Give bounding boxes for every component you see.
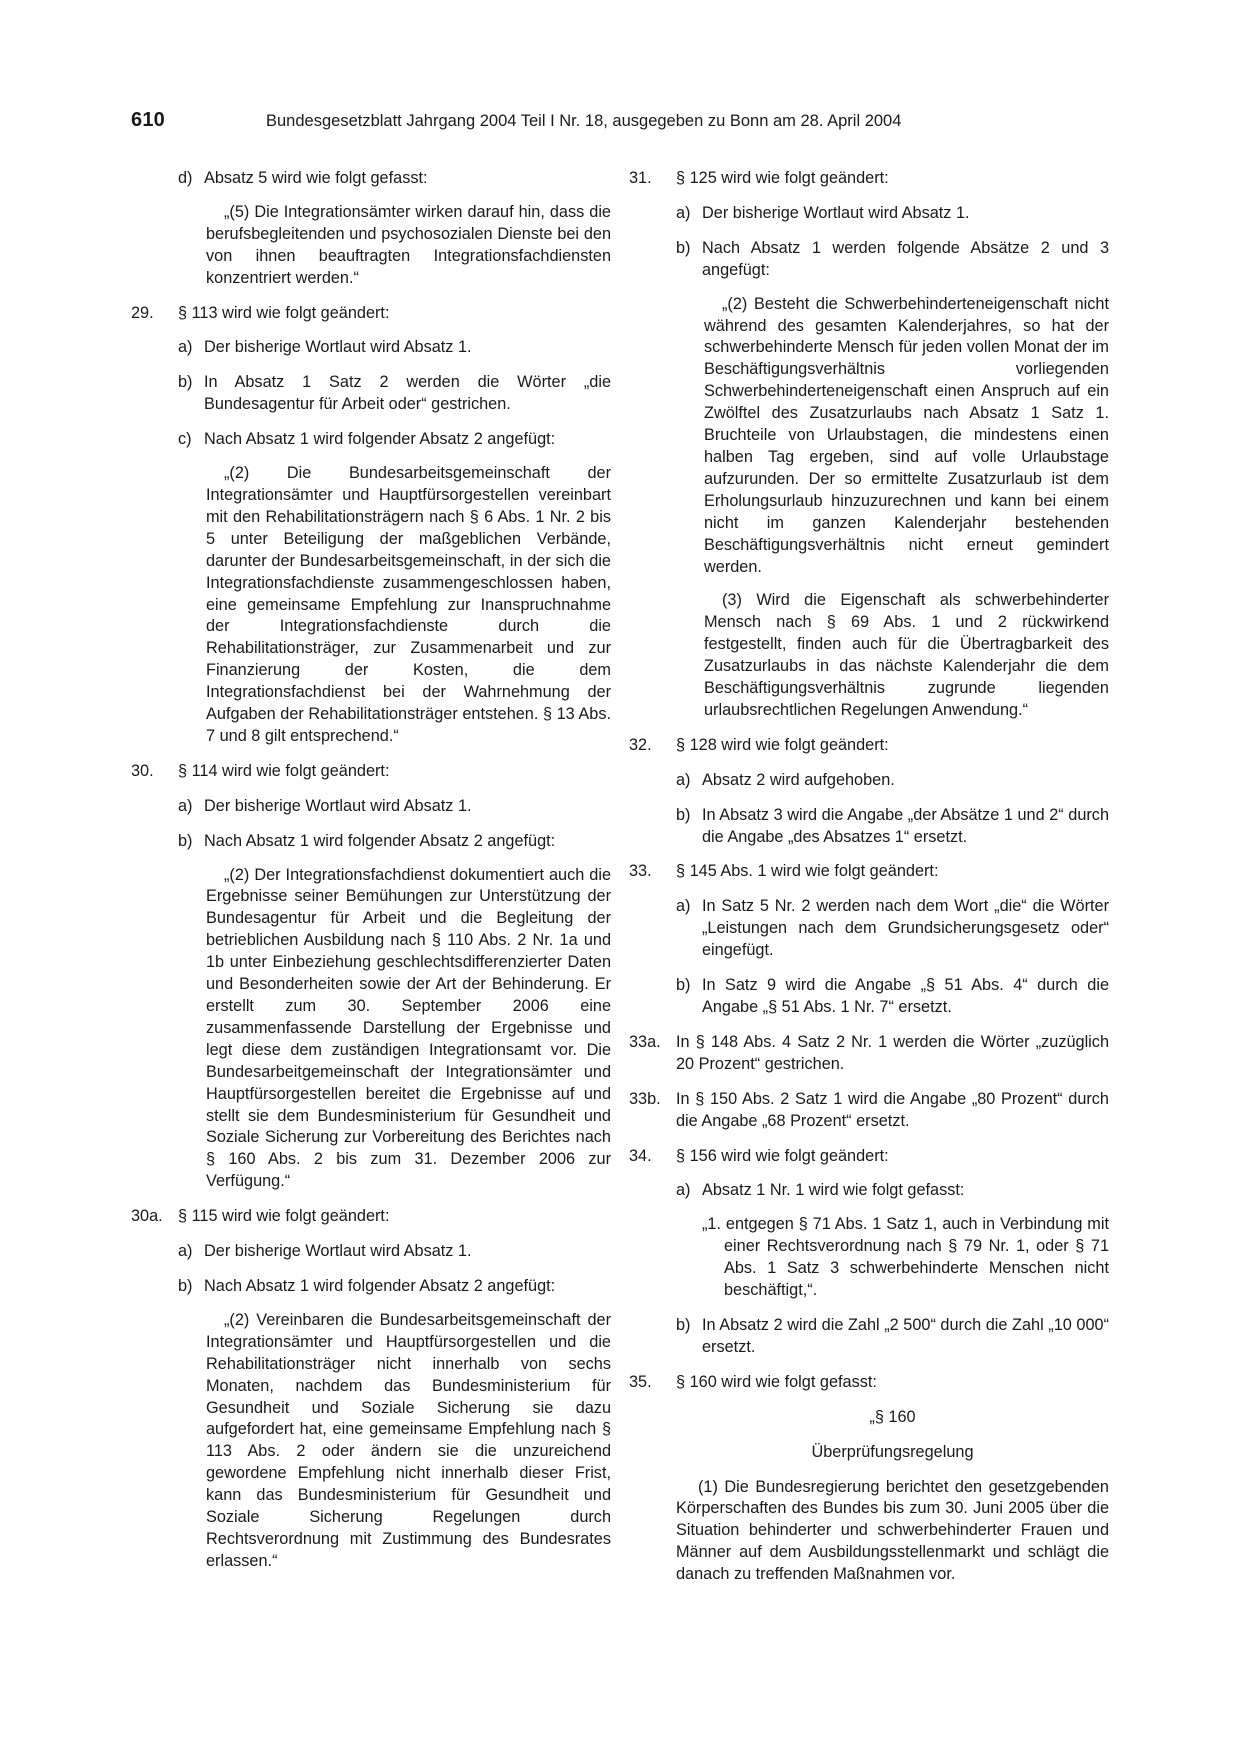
item-number: 34. [629, 1146, 652, 1165]
item-label: c) [178, 430, 192, 449]
item-number: 32. [629, 735, 652, 754]
section-title: Überprüfungsregelung [811, 1442, 974, 1461]
item-text: In Absatz 2 wird die Zahl „2 500“ durch die Zahl „10 000“ ersetzt. [702, 1315, 1109, 1356]
sub-item-29c [131, 429, 611, 451]
item-number: 30. [131, 761, 154, 780]
sub-item-29b [131, 372, 611, 416]
item-text: § 145 Abs. 1 wird wie folgt geändert: [676, 862, 939, 881]
item-text: In § 148 Abs. 4 Satz 2 Nr. 1 werden die Wörter „zuzüglich 20 Prozent“ gestrichen. [676, 1032, 1109, 1073]
sub-item-31a [629, 203, 1109, 225]
item-label: b) [178, 373, 193, 392]
quoted-paragraph: „(5) Die Integrationsämter wirken darauf hin, dass die berufsbegleitenden und psychosozialen Dienste bei den von ihnen beauftragten Integrationsfachdiensten konzentriert werden.“ [206, 202, 611, 287]
sub-item-32b [629, 805, 1109, 849]
page-number: 610 [131, 109, 165, 131]
sub-item-30a-b [131, 1276, 611, 1298]
list-item-33 [629, 861, 1109, 883]
item-text: Der bisherige Wortlaut wird Absatz 1. [702, 203, 970, 222]
sub-item-33b [629, 975, 1109, 1019]
item-number: 31. [629, 169, 652, 187]
item-text: Nach Absatz 1 wird folgender Absatz 2 angefügt: [204, 1276, 556, 1295]
section-paragraph: (1) Die Bundesregierung berichtet den gesetzgebenden Körperschaften des Bundes bis zum 30. Juni 2005 über die Situation behinderter und schwerbehinderter Frauen und Männer auf dem Ausbildungsstellenmarkt und schlägt die danach zu treffenden Maßnahmen vor. [676, 1477, 1109, 1584]
section-number: „§ 160 [869, 1407, 916, 1426]
item-text: § 113 wird wie folgt geändert: [178, 303, 390, 322]
item-number: 33a. [629, 1032, 661, 1051]
list-item-30 [131, 761, 611, 783]
list-item-33a [629, 1032, 1109, 1076]
item-text: Absatz 2 wird aufgehoben. [702, 770, 895, 789]
sub-item-30a-a [131, 1241, 611, 1263]
quoted-paragraph: „(2) Besteht die Schwerbehinderteneigenschaft nicht während des gesamten Kalenderjahres, so hat der schwerbehinderte Mensch für jeden vollen Monat der im Beschäftigungsverhältnis vorliegenden Schwerbehinderteneigenschaft einen Anspruch auf ein Zwölftel des Zusatzurlaubs nach Absatz 1 Satz 1. Bruchteile von Urlaubstagen, die mindestens einen halben Tag ergeben, sind auf volle Urlaubstage aufzurunden. Der so ermittelte Zusatzurlaub ist dem Erholungsurlaub hinzuzurechnen und kann bei einem nicht im ganzen Kalenderjahr bestehenden Beschäftigungsverhältnis nicht erneut gemindert werden. [704, 294, 1109, 576]
item-text: In § 150 Abs. 2 Satz 1 wird die Angabe „80 Prozent“ durch die Angabe „68 Prozent“ ersetzt. [676, 1089, 1109, 1130]
item-label: d) [178, 169, 193, 187]
item-label: b) [676, 976, 691, 995]
item-label: a) [178, 1242, 193, 1261]
item-text: § 114 wird wie folgt geändert: [178, 761, 390, 780]
list-item-32 [629, 735, 1109, 757]
item-number: 33b. [629, 1089, 661, 1108]
sub-item-31b [629, 238, 1109, 282]
quoted-paragraph: „(2) Vereinbaren die Bundesarbeitsgemeinschaft der Integrationsämter und Hauptfürsorgestellen und die Rehabilitationsträger nicht innerhalb von sechs Monaten, nachdem das Bundesministerium für Gesundheit und Soziale Sicherung sie dazu aufgefordert hat, eine gemeinsame Empfehlung nach § 113 Abs. 2 oder ändern sie die unzureichend gewordene Empfehlung nicht innerhalb dieser Frist, kann das Bundesministerium für Gesundheit und Soziale Sicherung Regelungen durch Rechtsverordnung mit Zustimmung des Bundesrates erlassen.“ [206, 1310, 611, 1570]
item-text: Nach Absatz 1 wird folgender Absatz 2 angefügt: [204, 430, 556, 449]
item-text: Nach Absatz 1 werden folgende Absätze 2 und 3 angefügt: [702, 238, 1109, 279]
sub-item-34a [629, 1180, 1109, 1202]
item-text: Absatz 5 wird wie folgt gefasst: [204, 169, 428, 187]
list-item-34 [629, 1146, 1109, 1168]
list-item-d [131, 168, 611, 190]
sub-item-33a [629, 896, 1109, 962]
item-label: a) [676, 770, 691, 789]
item-text: § 115 wird wie folgt geändert: [178, 1207, 390, 1226]
item-text: In Satz 5 Nr. 2 werden nach dem Wort „die“ die Wörter „Leistungen nach dem Grundsicherungsgesetz oder“ eingefügt. [702, 897, 1109, 960]
item-label: a) [178, 796, 193, 815]
item-text: Absatz 1 Nr. 1 wird wie folgt gefasst: [702, 1181, 965, 1200]
sub-item-30b [131, 831, 611, 853]
quoted-paragraph: (3) Wird die Eigenschaft als schwerbehinderter Mensch nach § 69 Abs. 1 und 2 rückwirkend festgestellt, finden auch für die Übertragbarkeit des Zusatzurlaubs in das nächste Kalenderjahr die dem Beschäftigungsverhältnis zugrunde liegenden urlaubsrechtlichen Regelungen Anwendung.“ [704, 591, 1109, 719]
quoted-paragraph: „(2) Die Bundesarbeitsgemeinschaft der Integrationsämter und Hauptfürsorgestellen vereinbart mit den Rehabilitationsträgern nach § 6 Abs. 1 Nr. 2 bis 5 unter Beteiligung der maßgeblichen Verbände, darunter der Bundesarbeitsgemeinschaft, in der sich die Integrationsfachdienste zusammengeschlossen haben, eine gemeinsame Empfehlung zur Inanspruchnahme der Integrationsfachdienste durch die Rehabilitationsträger, zur Zusammenarbeit und zur Finanzierung der Kosten, die dem Integrationsfachdienst bei der Wahrnehmung der Aufgaben der Rehabilitationsträger entstehen. § 13 Abs. 7 und 8 gilt entsprechend.“ [206, 464, 611, 745]
item-label: a) [676, 203, 691, 222]
item-text: § 125 wird wie folgt geändert: [676, 169, 889, 187]
item-label: a) [676, 1181, 691, 1200]
item-number: 35. [629, 1372, 652, 1391]
sub-item-30a [131, 796, 611, 818]
list-item-31 [629, 168, 1109, 190]
item-label: b) [676, 805, 691, 824]
item-number: 33. [629, 862, 652, 881]
item-text: In Absatz 3 wird die Angabe „der Absätze 1 und 2“ durch die Angabe „des Absatzes 1“ ersetzt. [702, 805, 1109, 846]
list-item-30a [131, 1206, 611, 1228]
right-column [629, 168, 1109, 1586]
item-label: a) [178, 338, 193, 357]
item-number: 29. [131, 303, 154, 322]
item-text: Nach Absatz 1 wird folgender Absatz 2 angefügt: [204, 831, 556, 850]
item-text: Der bisherige Wortlaut wird Absatz 1. [204, 796, 472, 815]
item-label: b) [178, 1276, 193, 1295]
item-label: b) [676, 1315, 691, 1334]
item-number: 30a. [131, 1207, 163, 1226]
list-item-29 [131, 303, 611, 325]
list-item-35 [629, 1372, 1109, 1394]
sub-item-29a [131, 337, 611, 359]
left-column [131, 168, 611, 1573]
item-text: § 160 wird wie folgt gefasst: [676, 1372, 877, 1391]
item-text: Der bisherige Wortlaut wird Absatz 1. [204, 1242, 472, 1261]
item-label: a) [676, 897, 691, 916]
item-label: b) [676, 238, 691, 257]
item-text: § 128 wird wie folgt geändert: [676, 735, 889, 754]
running-title: Bundesgesetzblatt Jahrgang 2004 Teil I Nr. 18, ausgegeben zu Bonn am 28. April 2004 [266, 112, 902, 130]
item-text: In Absatz 1 Satz 2 werden die Wörter „die Bundesagentur für Arbeit oder“ gestrichen. [204, 373, 611, 414]
item-label: b) [178, 831, 193, 850]
sub-item-34b [629, 1315, 1109, 1359]
quoted-paragraph: „(2) Der Integrationsfachdienst dokumentiert auch die Ergebnisse seiner Bemühungen zur Unterstützung der Bundesagentur für Arbeit und die Begleitung der betrieblichen Ausbildung nach § 110 Abs. 2 Nr. 1a und 1b unter Einbeziehung geschlechtsdifferenzierter Daten und Besonderheiten sowie der Art der Behinderung. Er erstellt zum 30. September 2006 eine zusammenfassende Darstellung der Ergebnisse und legt diese dem zuständigen Integrationsamt vor. Die Bundesarbeitgemeinschaft der Integrationsämter und Hauptfürsorgestellen bereitet die Ergebnisse auf und stellt sie dem Bundesministerium für Gesundheit und Soziale Sicherung zur Vorbereitung des Berichtes nach § 160 Abs. 2 bis zum 31. Dezember 2006 zur Verfügung.“ [206, 865, 611, 1191]
quoted-paragraph: „1. entgegen § 71 Abs. 1 Satz 1, auch in Verbindung mit einer Rechtsverordnung nach § 79 Nr. 1, oder § 71 Abs. 1 Satz 3 schwerbehinderte Menschen nicht beschäftigt,“. [702, 1215, 1109, 1300]
item-text: § 156 wird wie folgt geändert: [676, 1146, 889, 1165]
item-text: In Satz 9 wird die Angabe „§ 51 Abs. 4“ durch die Angabe „§ 51 Abs. 1 Nr. 7“ ersetzt. [702, 976, 1109, 1016]
sub-item-32a [629, 770, 1109, 792]
list-item-33b [629, 1089, 1109, 1133]
item-text: Der bisherige Wortlaut wird Absatz 1. [204, 338, 472, 357]
